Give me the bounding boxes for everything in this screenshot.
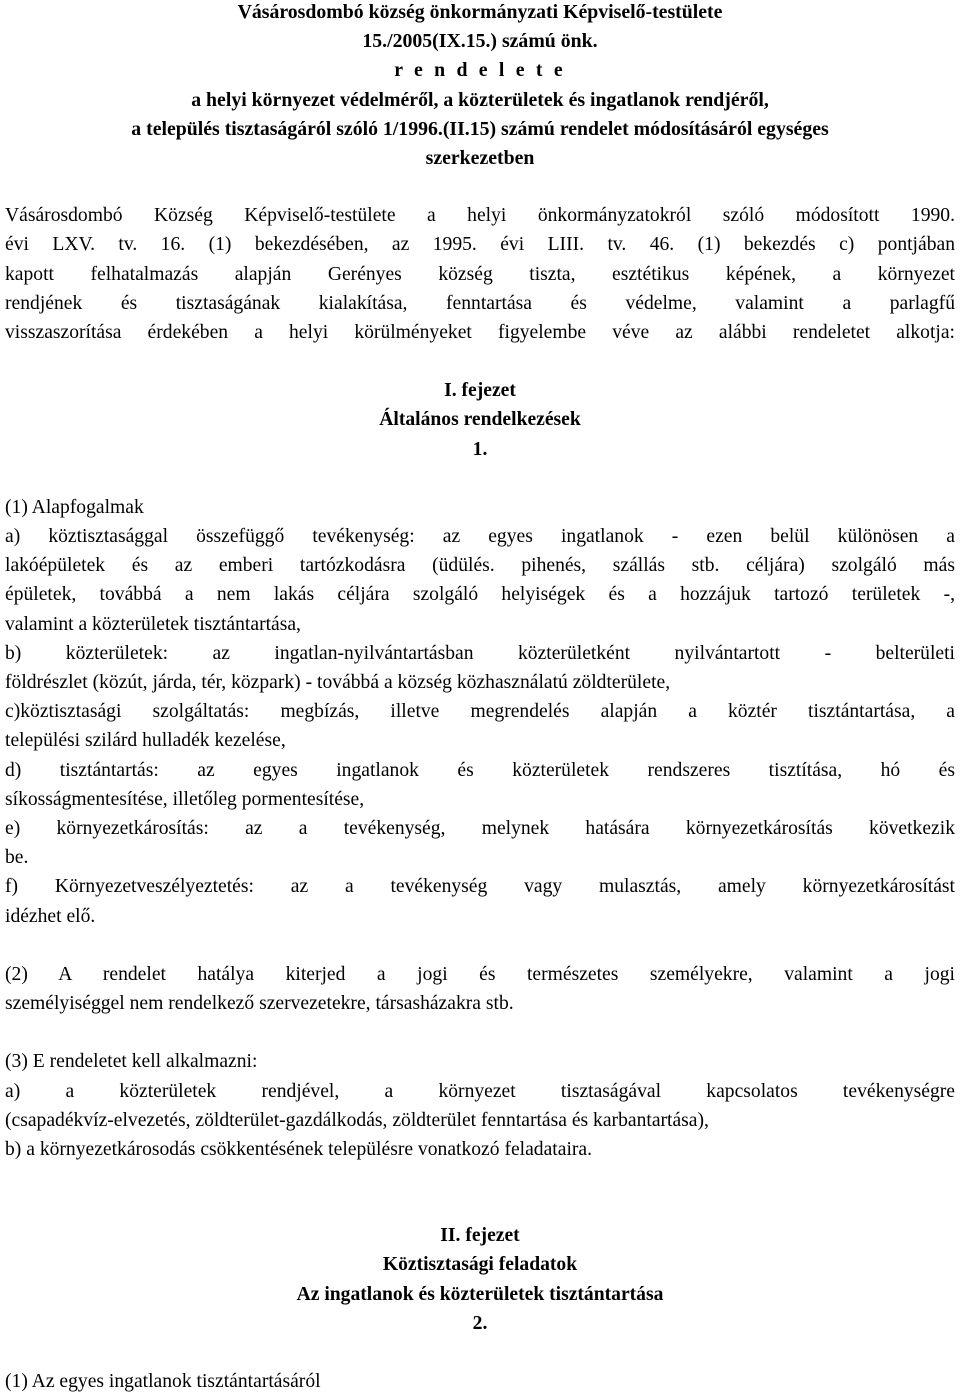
paragraph-3-a: (csapadékvíz-elvezetés, zöldterület-gazdálkodás, zöldterület fenntartása és karbantartása), [5,1109,709,1131]
chapter-2-title: Köztisztasági feladatok [382,1254,578,1276]
paragraph-2-line: (2) A rendelet hatálya kiterjed a jogi és természetes személyekre, valamint a jogi [5,963,955,985]
chapter-1-heading [5,376,955,464]
paragraph-3-b: b) a környezetkárosodás csökkentésének településre vonatkozó feladataira. [5,1138,593,1160]
definition-a: a) köztisztasággal összefüggő tevékenység: az egyes ingatlanok - ezen belül különösen a [5,526,955,548]
section-2-number: 2. [472,1312,488,1334]
header-decree-label: r e n d e l e t e [394,59,566,82]
preamble-line: visszaszorítása érdekében a helyi körülményeket figyelembe véve az alábbi rendeletet alkotja: [5,322,955,344]
chapter-1-number: I. fejezet [444,380,516,402]
definition-c: c)köztisztasági szolgáltatás: megbízás, illetve megrendelés alapján a köztér tisztántartása, a [5,701,955,723]
header-decree-number: 15./2005(IX.15.) számú önk. [362,30,598,53]
definition-b: földrészlet (közút, járda, tér, közpark) - továbbá a község közhasználatú zöldterülete, [5,672,671,694]
definition-b: b) közterületek: az ingatlan-nyilvántartásban közterületként nyilvántartott - belterületi [5,642,955,664]
section-2-body [5,1367,955,1396]
preamble-line: évi LXV. tv. 16. (1) bekezdésében, az 1995. évi LIII. tv. 46. (1) bekezdés c) pontjában [5,234,955,256]
header-subject-line3: szerkezetben [425,147,535,170]
chapter-2-heading [5,1221,955,1338]
preamble-line: rendjének és tisztaságának kialakítása, fenntartása és védelme, valamint a parlagfű [5,292,955,314]
section-1-number: 1. [472,438,488,460]
chapter-2-number: II. fejezet [440,1225,520,1247]
definition-a: épületek, továbbá a nem lakás céljára szolgáló helyiségek és a hozzájuk tartozó területek -, [5,584,955,606]
section-2-paragraph-1-title: (1) Az egyes ingatlanok tisztántartásáról [5,1370,321,1392]
paragraph-3-title: (3) E rendeletet kell alkalmazni: [5,1051,258,1073]
paragraph-2-line: személyiséggel nem rendelkező szervezetekre, társasházakra stb. [5,993,514,1015]
preamble-line: Vásárosdombó Község Képviselő-testülete a helyi önkormányzatokról szóló módosított 1990. [5,205,955,227]
paragraph-1-title: (1) Alapfogalmak [5,496,144,518]
header-subject-line2: a település tisztaságáról szóló 1/1996.(II.15) számú rendelet módosításáról egységes [131,117,829,140]
chapter-1-title: Általános rendelkezések [379,409,581,431]
paragraph-3-a: a) a közterületek rendjével, a környezet tisztaságával kapcsolatos tevékenységre [5,1080,955,1102]
definition-f: f) Környezetveszélyeztetés: az a tevékenység vagy mulasztás, amely környezetkárosítást [5,876,955,898]
definition-f: idézhet elő. [5,905,96,927]
definition-a: lakóépületek és az emberi tartózkodásra (üdülés. pihenés, szállás stb. céljára) szolgáló más [5,555,955,577]
preamble [5,201,955,347]
definition-a: valamint a közterületek tisztántartása, [5,613,301,635]
definition-e: be. [5,847,29,869]
definition-c: települési szilárd hulladék kezelése, [5,730,286,752]
section-1-body [5,493,955,931]
header-subject-line1: a helyi környezet védelméről, a közterületek és ingatlanok rendjéről, [191,88,769,111]
paragraph-2 [5,960,955,1018]
preamble-line: kapott felhatalmazás alapján Gerényes község tiszta, esztétikus képének, a környezet [5,263,955,285]
document-header [5,0,955,173]
header-council-name: Vásárosdombó község önkormányzati Képviselő-testülete [237,1,723,23]
definition-d: d) tisztántartás: az egyes ingatlanok és közterületek rendszeres tisztítása, hó és [5,759,955,781]
definition-d: síkosságmentesítése, illetőleg pormentesítése, [5,788,365,810]
definition-e: e) környezetkárosítás: az a tevékenység, melynek hatására környezetkárosítás következik [5,818,955,840]
paragraph-3 [5,1047,955,1164]
chapter-2-subtitle: Az ingatlanok és közterületek tisztántartása [296,1283,664,1305]
document-page [5,0,955,1396]
